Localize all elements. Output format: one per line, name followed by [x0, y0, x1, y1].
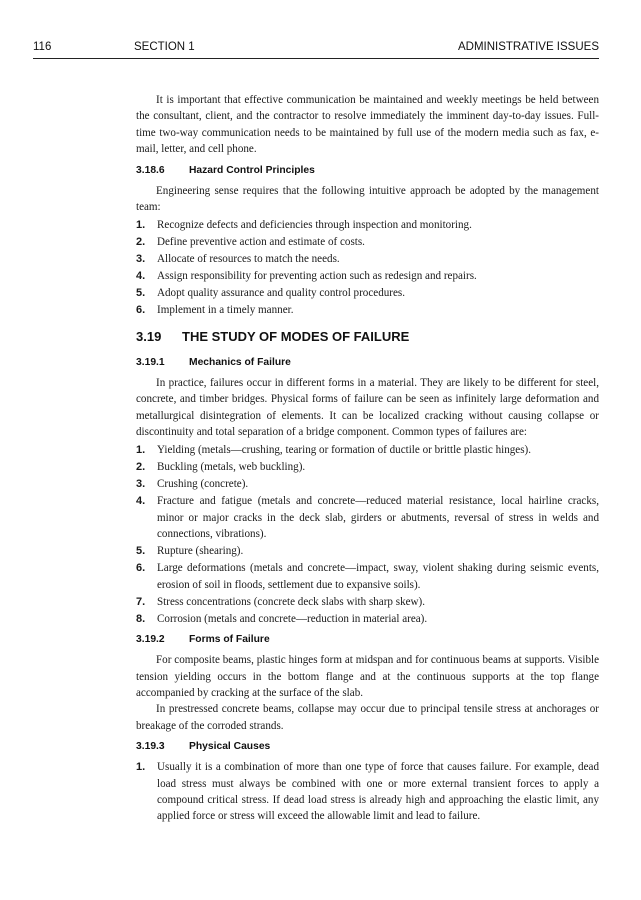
list-item [136, 759, 599, 825]
heading-number: 3.18.6 [136, 164, 165, 176]
list-item-number: 6. [136, 562, 146, 575]
list-item-number: 5. [136, 545, 146, 558]
heading-title: Forms of Failure [189, 634, 270, 646]
intro-paragraph: It is important that effective communication be maintained and weekly meetings be held between the consultant, client, and the contractor to resolve immediately the imminent day-to-day issues. Full-time two-way communication needs to be maintained by full use of the modern media such as fax, e-mail, letter, and cell phone. [136, 94, 599, 156]
list-item [136, 543, 599, 559]
list-item-text: Fracture and fatigue (metals and concrete—reduced material resistance, local hairline cracks, minor or major cracks in the deck slab, girders or abutments, reversal of stress in welds and connections, vibrations). [157, 495, 599, 541]
heading-title: Mechanics of Failure [189, 356, 291, 368]
heading-3-19-1 [136, 355, 599, 371]
list-item-number: 4. [136, 270, 146, 283]
heading-3-18-6 [136, 163, 599, 179]
list-item [136, 476, 599, 492]
list-item-text: Crushing (concrete). [157, 478, 249, 491]
paragraph: For composite beams, plastic hinges form at midspan and for continuous beams at supports. Visible tension yielding occurs in the bottom flange and at the continuous supports at the top flange accompanied by cracking at the surface of the slab. [136, 654, 599, 699]
heading-number: 3.19.3 [136, 741, 165, 753]
list-item [136, 594, 599, 610]
list-item-number: 7. [136, 595, 146, 608]
list-item-text: Usually it is a combination of more than one type of force that causes failure. For example, dead load stress must always be combined with one or more external transient forces to apply a compound critical stress. If dead load stress is already high and approaching the elastic limit, any applied force or stress will exceed the allowable limit and lead to failure. [157, 761, 599, 823]
heading-3-19-3 [136, 739, 599, 755]
heading-title: THE STUDY OF MODES OF FAILURE [182, 328, 410, 344]
list-item-number: 3. [136, 478, 146, 491]
paragraph: Engineering sense requires that the following intuitive approach be adopted by the management team: [136, 184, 599, 214]
numbered-list [136, 759, 599, 825]
list-item [136, 560, 599, 593]
running-header [33, 41, 599, 59]
heading-3-19 [136, 328, 599, 346]
list-item [136, 268, 599, 284]
list-item-number: 8. [136, 612, 146, 625]
heading-title: Hazard Control Principles [189, 164, 315, 176]
list-item [136, 611, 599, 627]
list-item-number: 3. [136, 253, 146, 266]
list-item [136, 442, 599, 458]
running-title: ADMINISTRATIVE ISSUES [457, 41, 599, 53]
list-item [136, 251, 599, 267]
list-item-text: Corrosion (metals and concrete—reduction in material area). [157, 612, 428, 625]
list-item [136, 285, 599, 301]
list-item-text: Yielding (metals—crushing, tearing or formation of ductile or brittle plastic hinges). [157, 444, 532, 457]
list-item-number: 1. [136, 444, 146, 457]
numbered-list [136, 217, 599, 318]
list-item-text: Adopt quality assurance and quality control procedures. [157, 287, 405, 300]
section-label: SECTION 1 [134, 41, 195, 53]
list-item [136, 302, 599, 318]
list-item-text: Allocate of resources to match the needs. [157, 253, 340, 266]
numbered-list [136, 442, 599, 627]
list-item-text: Recognize defects and deficiencies through inspection and monitoring. [157, 219, 472, 232]
list-item-text: Implement in a timely manner. [157, 304, 294, 317]
list-item-text: Assign responsibility for preventing action such as redesign and repairs. [157, 270, 477, 283]
heading-number: 3.19 [136, 328, 162, 344]
list-item-number: 2. [136, 461, 146, 474]
list-item [136, 217, 599, 233]
heading-number: 3.19.2 [136, 634, 165, 646]
paragraph: In practice, failures occur in different forms in a material. They are likely to be different for steel, concrete, and timber bridges. Physical forms of failure can be seen as infinitely large deformation and metallurgical disintegration of elements. It can be localized cracking without causing collapse or discontinuity and total separation of a bridge component. Common types of failures are: [136, 376, 599, 439]
list-item [136, 459, 599, 475]
page-number: 116 [33, 41, 52, 53]
list-item-text: Buckling (metals, web buckling). [157, 461, 306, 474]
list-item-number: 1. [136, 761, 146, 774]
list-item [136, 493, 599, 542]
paragraph: In prestressed concrete beams, collapse may occur due to principal tensile stress at anchorages or breakage of the corroded strands. [136, 703, 599, 732]
list-item-text: Rupture (shearing). [157, 545, 244, 558]
list-item-number: 4. [136, 495, 146, 508]
heading-number: 3.19.1 [136, 356, 165, 368]
heading-title: Physical Causes [189, 741, 271, 753]
list-item-number: 6. [136, 304, 146, 317]
list-item-number: 5. [136, 287, 146, 300]
list-item-text: Stress concentrations (concrete deck slabs with sharp skew). [157, 595, 426, 608]
heading-3-19-2 [136, 632, 599, 648]
list-item-number: 2. [136, 236, 146, 249]
list-item-text: Define preventive action and estimate of costs. [157, 236, 365, 249]
header-rule [33, 58, 599, 59]
list-item-number: 1. [136, 219, 146, 232]
list-item [136, 234, 599, 250]
page-body [136, 92, 599, 829]
list-item-text: Large deformations (metals and concrete—impact, sway, violent shaking during seismic events, erosion of soil in floods, settlement due to expansive soils). [157, 562, 599, 591]
